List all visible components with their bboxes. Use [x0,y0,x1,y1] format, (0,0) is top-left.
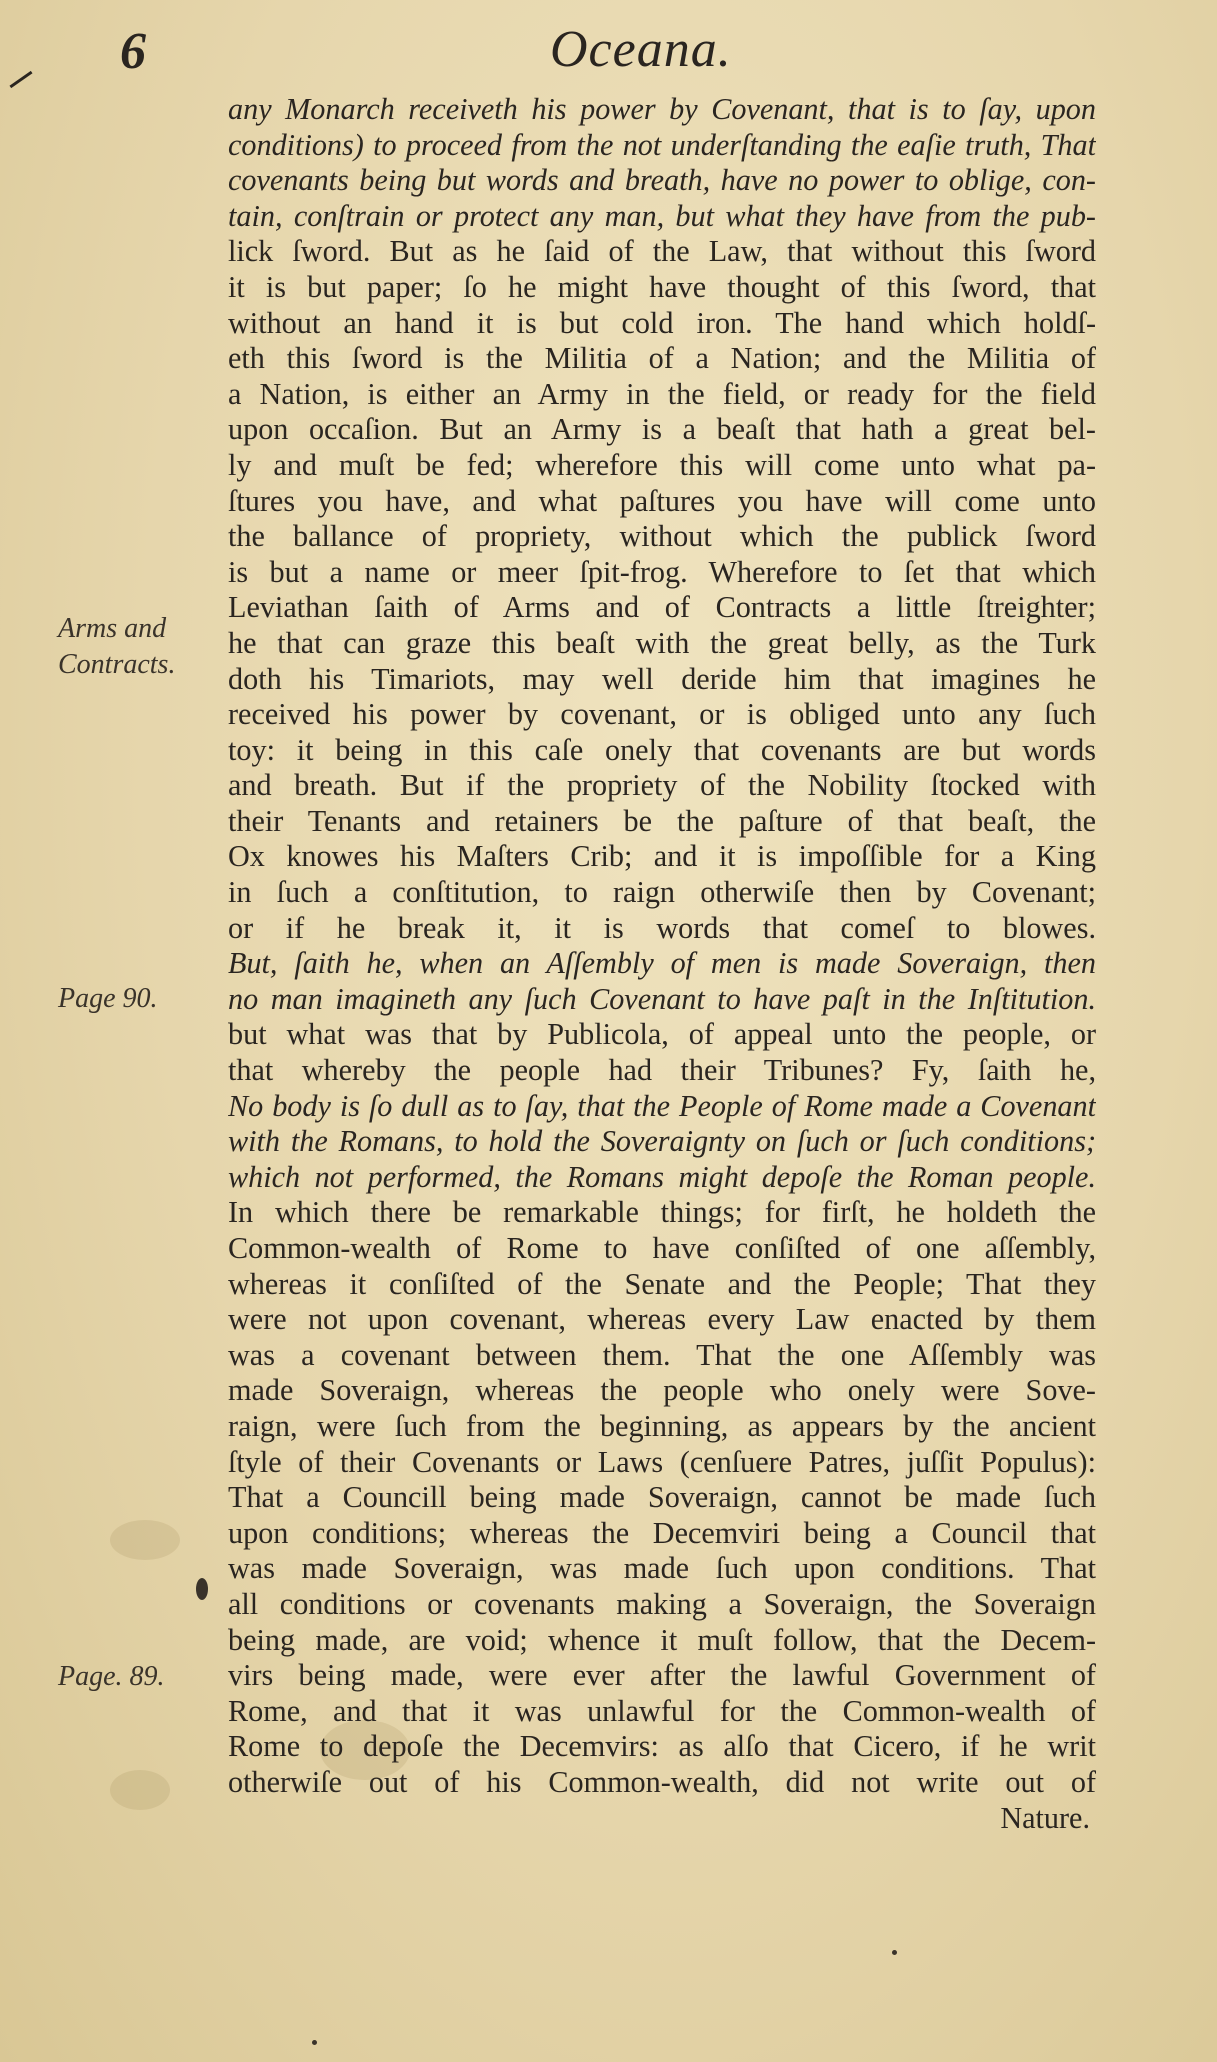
text-line: No body is ſo dull as to ſay, that the People of Rome made a Covenant [228,1088,1096,1123]
speck [312,2040,317,2045]
text-line: Rome, and that it was unlawful for the Common-wealth of [228,1693,1096,1728]
text-line: Ox knowes his Maſters Crib; and it is impoſſible for a King [228,839,1096,874]
text-line: were not upon covenant, whereas every Law enacted by them [228,1302,1096,1337]
text-line: the ballance of propriety, without which the publick ſword [228,519,1096,554]
text-line: upon conditions; whereas the Decemviri being a Council that [228,1515,1096,1550]
text-line: which not performed, the Romans might depoſe the Roman people. [228,1159,1096,1194]
margin-note-page-90: Page 90. [58,983,158,1014]
text-line: toy: it being in this caſe onely that covenants are but words [228,732,1096,767]
catchword: Nature. [1000,1800,1090,1835]
margin-note-contracts: Contracts. [58,649,176,680]
text-line: upon occaſion. But an Army is a beaſt that hath a great bel- [228,412,1096,447]
text-line: being made, are void; whence it muſt follow, that the Decem- [228,1622,1096,1657]
margin-note-page-89: Page. 89. [58,1661,165,1692]
text-line: but what was that by Publicola, of appeal unto the people, or [228,1017,1096,1052]
text-line: all conditions or covenants making a Soveraign, the Soveraign [228,1586,1096,1621]
text-line: eth this ſword is the Militia of a Nation; and the Militia of [228,341,1096,376]
text-line: Rome to depoſe the Decemvirs: as alſo that Cicero, if he writ [228,1729,1096,1764]
text-line: whereas it conſiſted of the Senate and the People; That they [228,1266,1096,1301]
text-line: is but a name or meer ſpit-frog. Wherefore to ſet that which [228,554,1096,589]
text-line: Leviathan ſaith of Arms and of Contracts a little ſtreighter; [228,590,1096,625]
body-text [228,92,1096,1836]
text-line: and breath. But if the propriety of the Nobility ſtocked with [228,768,1096,803]
text-line: In which there be remarkable things; for firſt, he holdeth the [228,1195,1096,1230]
running-title: Oceana. [550,21,732,78]
text-line: made Soveraign, whereas the people who onely were Sove- [228,1373,1096,1408]
page-number: 6 [120,23,146,80]
text-line: that whereby the people had their Tribunes? Fy, ſaith he, [228,1053,1096,1088]
text-line: received his power by covenant, or is obliged unto any ſuch [228,697,1096,732]
text-line: ſtures you have, and what paſtures you have will come unto [228,483,1096,518]
text-line: virs being made, were ever after the lawful Government of [228,1658,1096,1693]
text-line: That a Councill being made Soveraign, cannot be made ſuch [228,1480,1096,1515]
text-line: ly and muſt be fed; wherefore this will come unto what pa- [228,447,1096,482]
speck [892,1950,897,1955]
text-line: was a covenant between them. That the one Aſſembly was [228,1337,1096,1372]
text-line: their Tenants and retainers be the paſture of that beaſt, the [228,803,1096,838]
text-line: he that can graze this beaſt with the great belly, as the Turk [228,625,1096,660]
text-line: lick ſword. But as he ſaid of the Law, that without this ſword [228,234,1096,269]
text-line: any Monarch receiveth his power by Covenant, that is to ſay, upon [228,92,1096,126]
text-line: it is but paper; ſo he might have thought of this ſword, that [228,269,1096,304]
text-line: raign, were ſuch from the beginning, as appears by the ancient [228,1408,1096,1443]
text-line: ſtyle of their Covenants or Laws (cenſuere Patres, juſſit Populus): [228,1444,1096,1479]
text-line: a Nation, is either an Army in the field, or ready for the field [228,376,1096,411]
text-line: without an hand it is but cold iron. The hand which holdſ- [228,305,1096,340]
text-line: Common-wealth of Rome to have conſiſted of one aſſembly, [228,1231,1096,1265]
text-line: covenants being but words and breath, have no power to oblige, con- [228,163,1096,198]
margin-notes [0,0,228,2062]
text-line: no man imagineth any ſuch Covenant to have paſt in the Inſtitution. [228,981,1096,1016]
text-line: otherwiſe out of his Common-wealth, did not write out of [228,1764,1096,1799]
text-line: tain, conſtrain or protect any man, but what they have from the pub- [228,198,1096,233]
text-line: doth his Timariots, may well deride him that imagines he [228,661,1096,696]
text-line: was made Soveraign, was made ſuch upon conditions. That [228,1551,1096,1586]
text-line: conditions) to proceed from the not underſtanding the eaſie truth, That [228,127,1096,162]
text-line: with the Romans, to hold the Soveraignty on ſuch or ſuch conditions; [228,1124,1096,1159]
text-line: in ſuch a conſtitution, to raign otherwiſe then by Covenant; [228,875,1096,910]
text-line: But, ſaith he, when an Aſſembly of men is made Soveraign, then [228,946,1096,981]
text-line: or if he break it, it is words that comeſ to blowes. [228,910,1096,945]
margin-note-arms: Arms and [58,613,167,644]
